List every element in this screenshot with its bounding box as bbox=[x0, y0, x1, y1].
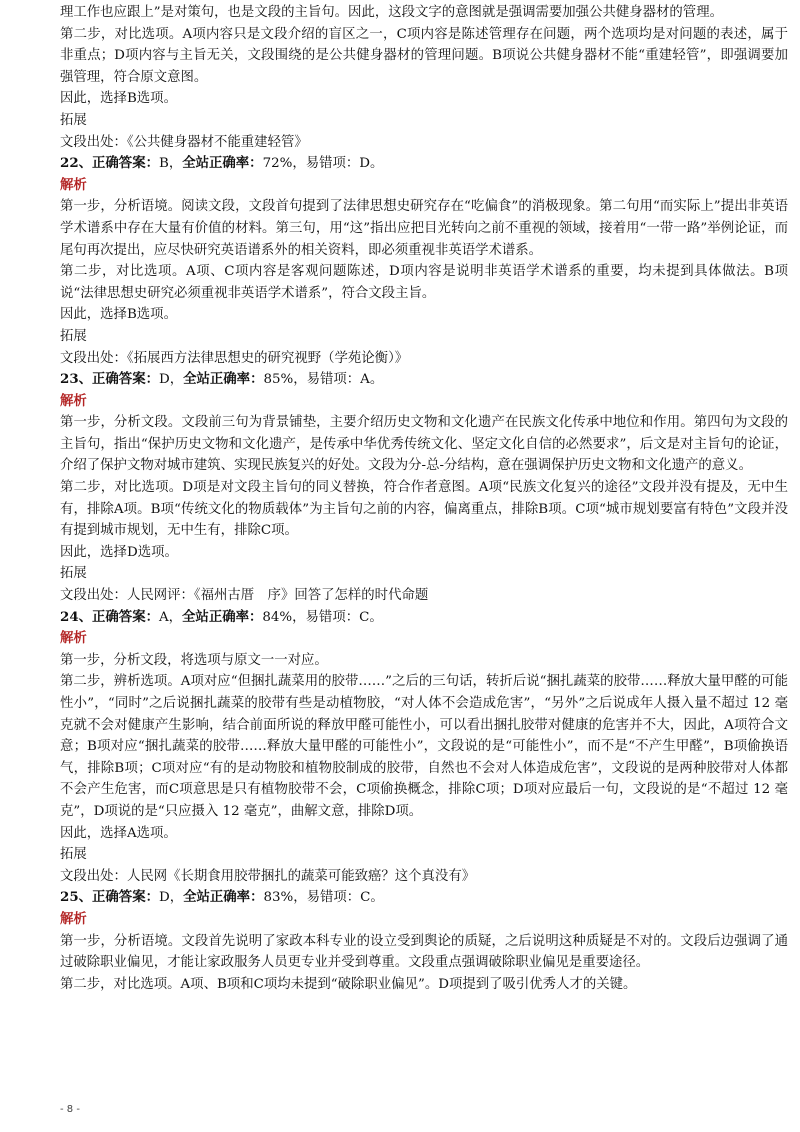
answer-value: B， bbox=[158, 156, 183, 172]
answer-label: 22、正确答案： bbox=[60, 155, 159, 172]
answer-label: 24、正确答案： bbox=[60, 608, 159, 625]
paragraph: 文段出处：《公共健身器材不能重建轻管》 bbox=[60, 134, 308, 150]
paragraph: 理工作也应跟上”是对策句，也是文段的主旨句。因此，这段文字的意图就是强调需要加强公共健身器材的管理。 bbox=[60, 5, 723, 20]
answer-value: A， bbox=[158, 609, 183, 625]
section-heading-jiexi: 解析 bbox=[60, 910, 87, 927]
page-number: - 8 - bbox=[60, 1104, 80, 1115]
paragraph: 拓展 bbox=[60, 112, 87, 128]
paragraph: 拓展 bbox=[60, 847, 87, 863]
answer-line bbox=[60, 153, 788, 175]
paragraph: 第二步，辨析选项。A项对应“但捆扎蔬菜用的胶带……”之后的三句话，转折后说“捆扎蔬菜的胶带……释放大量甲醛的可能性小”，“同时”之后说捆扎蔬菜的胶带有些是动植物胶，“对人体不会造成危害”，“另外”之后说成年人摄入量不超过 12 毫克就不会对健康产生影响，结合前面所说的释放甲醛可能性小，可以看出捆扎胶带对健康的危害并不大，因此，A项符合文意；B项对应“捆扎蔬菜的胶带……释放大量甲醛的可能性小”，文段说的是“可能性小”，而不是“不产生甲醛”，B项偷换语气，排除B项；C项对应“有的是动物胶和植物胶制成的胶带，自然也不会对人体造成危害”，文段说的是两种胶带对人体都不会产生危害，而C项意思是只有植物胶带不会，C项偷换概念，排除C项；D项对应最后一句，文段说的是“不超过 12 毫克”，D项说的是“只应摄入 12 毫克”，曲解文意，排除D项。 bbox=[60, 674, 788, 819]
paragraph: 第二步，对比选项。A项、C项内容是客观问题陈述，D项内容是说明非英语学术谱系的重要，均未提到具体做法。B项说“法律思想史研究必须重视非英语学术谱系”，符合文段主旨。 bbox=[60, 264, 788, 301]
answer-label: 25、正确答案： bbox=[60, 889, 159, 906]
paragraph: 第二步，对比选项。A项、B项和C项均未提到“破除职业偏见”。D项提到了吸引优秀人才的关键。 bbox=[60, 976, 637, 992]
accuracy-value: 84%，易错项：C。 bbox=[262, 609, 383, 625]
paragraph: 文段出处：人民网评：《福州古厝 序》回答了怎样的时代命题 bbox=[60, 588, 429, 604]
answer-value: D， bbox=[158, 890, 184, 906]
accuracy-label: 全站正确率： bbox=[182, 608, 263, 625]
accuracy-label: 全站正确率： bbox=[182, 155, 263, 172]
accuracy-label: 全站正确率： bbox=[183, 889, 264, 906]
answer-line bbox=[60, 369, 788, 391]
section-heading-jiexi: 解析 bbox=[60, 630, 87, 647]
answer-label: 23、正确答案： bbox=[60, 371, 159, 388]
accuracy-value: 83%，易错项：C。 bbox=[263, 890, 384, 906]
accuracy-label: 全站正确率： bbox=[183, 371, 264, 388]
paragraph: 第二步，对比选项。D项是对文段主旨句的同义替换，符合作者意图。A项“民族文化复兴的途径”文段并没有提及，无中生有，排除A项。B项“传统文化的物质载体”为主旨句之前的内容，偏离重点，排除B项。C项“城市规划要富有特色”文段并没有提到城市规划，无中生有，排除C项。 bbox=[60, 480, 788, 539]
paragraph: 因此，选择B选项。 bbox=[60, 307, 177, 323]
paragraph: 因此，选择D选项。 bbox=[60, 544, 178, 560]
paragraph: 第一步，分析语境。阅读文段，文段首句提到了法律思想史研究存在“吃偏食”的消极现象。第二句用“而实际上”提出非英语学术谱系中存在大量有价值的材料。第三句，用“这”指出应把目光转向之前不重视的领域，接着用“一带一路”举例论证，而尾句再次提出，应尽快研究英语谱系外的相关资料，即必须重视非英语学术谱系。 bbox=[60, 199, 788, 258]
paragraph: 第一步，分析语境。文段首先说明了家政本科专业的设立受到舆论的质疑，之后说明这种质疑是不对的。文段后边强调了通过破除职业偏见，才能让家政服务人员更专业并受到尊重。文段重点强调破除职业偏见是重要途径。 bbox=[60, 933, 788, 971]
paragraph: 文段出处：人民网《长期食用胶带捆扎的蔬菜可能致癌？这个真没有》 bbox=[60, 868, 476, 884]
answer-line bbox=[60, 607, 788, 629]
accuracy-value: 72%，易错项：D。 bbox=[262, 156, 384, 172]
paragraph: 因此，选择B选项。 bbox=[60, 91, 177, 107]
paragraph: 拓展 bbox=[60, 566, 87, 582]
section-heading-jiexi: 解析 bbox=[60, 392, 87, 409]
paragraph: 第一步，分析文段，将选项与原文一一对应。 bbox=[60, 652, 328, 668]
answer-value: D， bbox=[158, 372, 184, 388]
paragraph: 第二步，对比选项。A项内容只是文段介绍的盲区之一，C项内容是陈述管理存在问题，两个选项均是对问题的表述，属于非重点；D项内容与主旨无关，文段围绕的是公共健身器材的管理问题。B项说公共健身器材不能“重建轻管”，即强调要加强管理，符合原文意图。 bbox=[60, 26, 788, 85]
paragraph: 因此，选择A选项。 bbox=[60, 825, 177, 841]
paragraph: 文段出处：《拓展西方法律思想史的研究视野（学苑论衡）》 bbox=[60, 350, 409, 366]
section-heading-jiexi: 解析 bbox=[60, 176, 87, 193]
paragraph: 第一步，分析文段。文段前三句为背景铺垫，主要介绍历史文物和文化遗产在民族文化传承中地位和作用。第四句为文段的主旨句，指出“保护历史文物和文化遗产，是传承中华优秀传统文化、坚定文化自信的必然要求”，后文是对主旨句的论证，介绍了保护文物对城市建筑、实现民族复兴的好处。文段为分-总-分结构，意在强调保护历史文物和文化遗产的意义。 bbox=[60, 415, 788, 474]
paragraph: 拓展 bbox=[60, 328, 87, 344]
page-content bbox=[60, 2, 788, 995]
accuracy-value: 85%，易错项：A。 bbox=[263, 372, 384, 388]
answer-line bbox=[60, 887, 788, 909]
